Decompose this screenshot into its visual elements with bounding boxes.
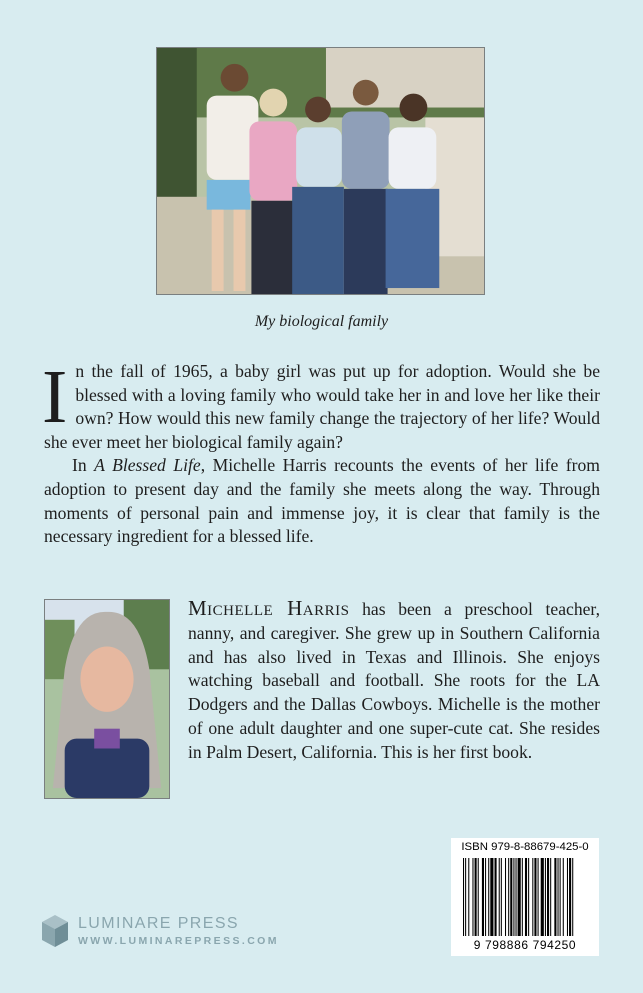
author-photo-image — [45, 600, 169, 798]
paragraph-2-intro: In — [72, 455, 95, 476]
barcode-bar — [505, 858, 506, 936]
barcode-bar — [478, 858, 479, 936]
barcode-bar — [482, 858, 484, 936]
barcode-bar — [516, 858, 517, 936]
barcode-bar — [558, 858, 559, 936]
barcode-bar — [532, 858, 533, 936]
barcode-bar — [569, 858, 571, 936]
barcode-bar — [541, 858, 544, 936]
paragraph-2-text: , Michelle Harris recounts the events of her life from adoption to present day and the family she meets along the way. Through moments of personal pain and immense joy, it is clear that family is the necessary ingredient for a blessed life. — [44, 455, 600, 547]
barcode-bar — [572, 858, 573, 936]
publisher-url: WWW.LUMINAREPRESS.COM — [78, 935, 279, 947]
family-photo-image — [157, 48, 484, 294]
barcode-bar — [499, 858, 500, 936]
barcode-bar — [463, 858, 464, 936]
barcode-bar — [525, 858, 527, 936]
barcode-bar — [488, 858, 489, 936]
publisher-text — [78, 915, 279, 949]
barcode-bar — [554, 858, 556, 936]
barcode-bar — [560, 858, 561, 936]
barcode-bar — [567, 858, 568, 936]
barcode-bar — [550, 858, 551, 936]
barcode-digits: 9 798886 794250 — [473, 938, 577, 952]
publisher-logo — [40, 912, 279, 952]
barcode-bar — [508, 858, 509, 936]
author-bio-text: has been a preschool teacher, nanny, and caregiver. She grew up in Southern California and has also lived in Texas and Illinois. She enjoys watching baseball and football. She roots for the LA Dodgers and the Dallas Cowboys. Michelle is the mother of one adult daughter and one super-cute cat. She resides in Palm Desert, California. This is her first book. — [188, 599, 600, 762]
barcode-bar — [513, 858, 514, 936]
barcode-bar — [472, 858, 473, 936]
photo-caption: My biological family — [254, 313, 389, 330]
publisher-name: LUMINARE PRESS — [78, 915, 239, 932]
barcode-bar — [475, 858, 477, 936]
barcode-bar — [495, 858, 497, 936]
book-title: A Blessed Life — [94, 455, 201, 476]
family-photo — [156, 47, 485, 295]
barcode-bar — [538, 858, 539, 936]
barcode-bar — [501, 858, 502, 936]
barcode-bar — [534, 858, 536, 936]
author-photo — [44, 599, 170, 799]
barcode-bar — [547, 858, 549, 936]
barcode-bar — [468, 858, 469, 936]
author-bio — [188, 597, 600, 765]
barcode-bar — [510, 858, 512, 936]
drop-cap: I — [42, 355, 68, 439]
barcode-bars — [463, 858, 595, 936]
barcode-bar — [528, 858, 529, 936]
barcode-bar — [485, 858, 486, 936]
barcode-bar — [522, 858, 523, 936]
author-name: Michelle Harris — [188, 596, 350, 620]
isbn-barcode — [451, 838, 599, 956]
description-paragraph-1 — [42, 355, 600, 454]
barcode-bar — [518, 858, 521, 936]
barcode-bar — [563, 858, 564, 936]
luminare-cube-icon — [40, 913, 70, 951]
isbn-label: ISBN 979-8-88679-425-0 — [461, 841, 589, 853]
barcode-bar — [545, 858, 546, 936]
barcode-bar — [490, 858, 493, 936]
description-paragraph-2 — [44, 454, 600, 548]
paragraph-1-text: n the fall of 1965, a baby girl was put up for adoption. Would she be blessed with a loving family who would take her in and love her like their own? How would this new family change the trajectory of her life? Would she ever meet her biological family again? — [44, 361, 600, 452]
book-description — [42, 355, 600, 549]
barcode-bar — [465, 858, 466, 936]
